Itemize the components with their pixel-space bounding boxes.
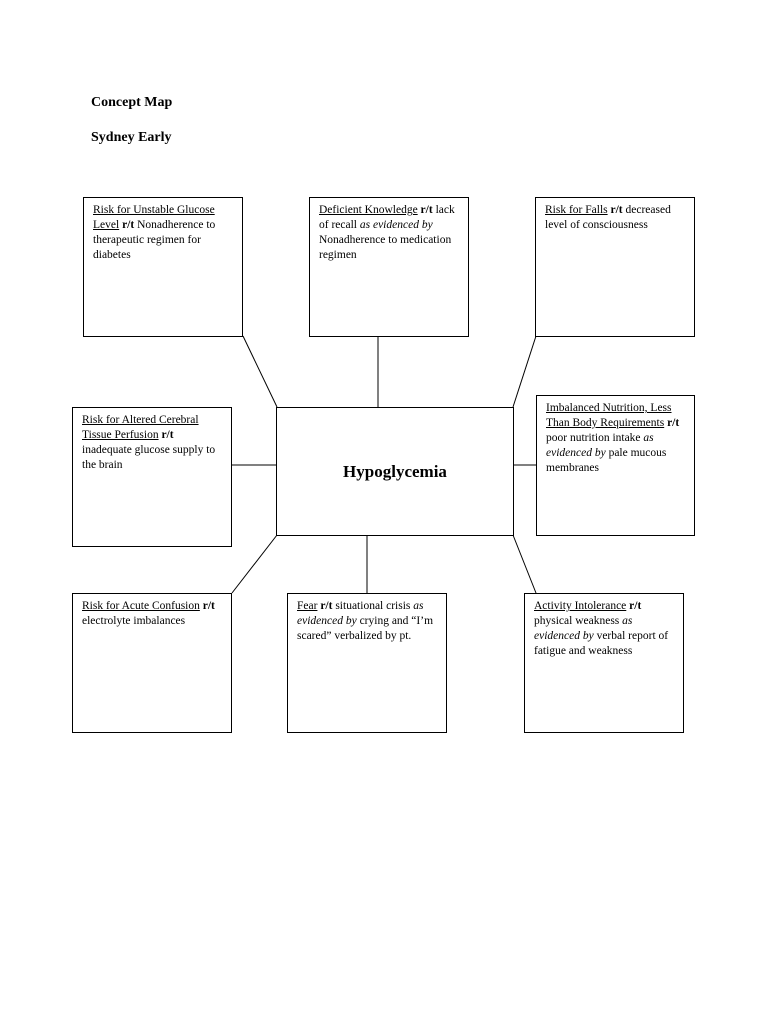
as-evidenced-by: as evidenced by [297, 600, 424, 627]
diagnosis-label: Risk for Falls [545, 204, 608, 216]
node-text: Nonadherence to medication regimen [319, 234, 452, 261]
as-evidenced-by: as evidenced by [359, 219, 433, 231]
connector-activity [513, 535, 536, 593]
connector-confusion [232, 535, 277, 593]
as-evidenced-by: as evidenced by [546, 432, 654, 459]
node-imbalanced-nutrition [536, 395, 695, 536]
related-to: r/t [420, 204, 433, 216]
related-to: r/t [610, 204, 623, 216]
related-to: r/t [122, 219, 135, 231]
diagnosis-label: Risk for Acute Confusion [82, 600, 200, 612]
node-text: electrolyte imbalances [82, 615, 186, 627]
node-text: decreased level of consciousness [545, 204, 671, 231]
page-title: Concept Map [91, 95, 173, 110]
node-text: poor nutrition intake [546, 432, 644, 444]
diagnosis-label: Imbalanced Nutrition, Less Than Body Requirements [546, 402, 672, 429]
connector-falls [513, 336, 536, 407]
related-to: r/t [320, 600, 333, 612]
related-to: r/t [161, 429, 174, 441]
diagnosis-label: Fear [297, 600, 318, 612]
node-text: inadequate glucose supply to the brain [82, 444, 216, 471]
central-concept: Hypoglycemia [276, 407, 514, 536]
node-text: Nonadherence to therapeutic regimen for diabetes [93, 219, 216, 261]
as-evidenced-by: as evidenced by [534, 615, 633, 642]
node-fear [287, 593, 447, 733]
related-to: r/t [629, 600, 642, 612]
related-to: r/t [667, 417, 680, 429]
node-deficient-knowledge [309, 197, 469, 337]
node-text: lack of recall [319, 204, 455, 231]
node-risk-for-falls [535, 197, 695, 337]
diagnosis-label: Deficient Knowledge [319, 204, 418, 216]
related-to: r/t [202, 600, 215, 612]
connector-glucose [243, 336, 277, 407]
node-unstable-glucose [83, 197, 243, 337]
node-text: crying and “I’m scared” verbalized by pt. [297, 615, 434, 642]
node-text: verbal report of fatigue and weakness [534, 630, 669, 657]
author-name: Sydney Early [91, 130, 172, 145]
diagnosis-label: Activity Intolerance [534, 600, 627, 612]
node-acute-confusion [72, 593, 232, 733]
node-activity-intolerance [524, 593, 684, 733]
node-text: situational crisis [332, 600, 414, 612]
node-text: physical weakness [534, 615, 623, 627]
diagnosis-label: Risk for Unstable Glucose Level [93, 204, 215, 231]
node-cerebral-perfusion [72, 407, 232, 547]
node-text: pale mucous membranes [546, 447, 667, 474]
diagnosis-label: Risk for Altered Cerebral Tissue Perfusion [82, 414, 199, 441]
